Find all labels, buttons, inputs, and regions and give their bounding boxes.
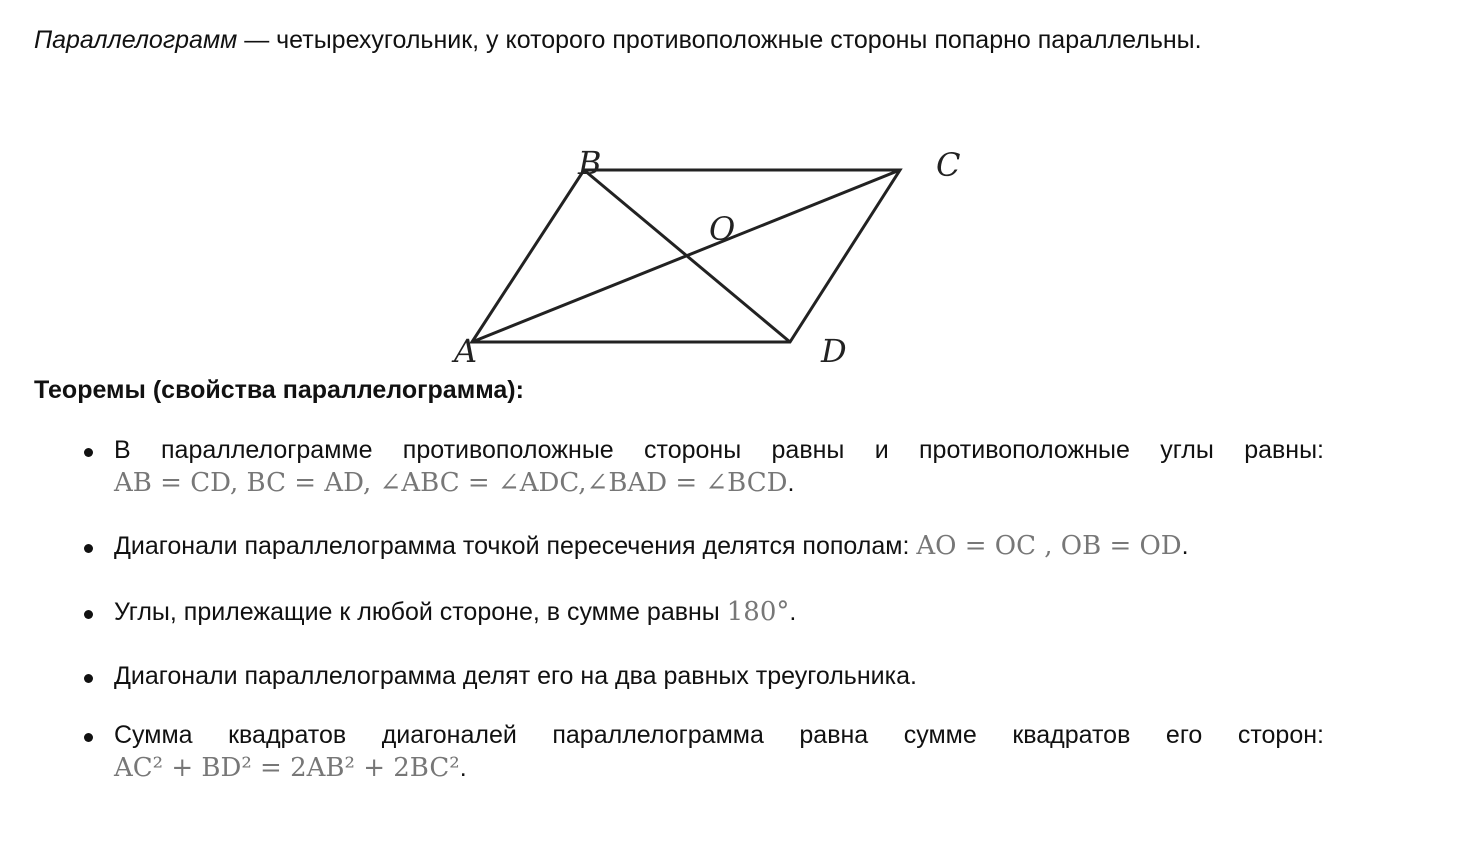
theorem-end: . xyxy=(787,469,795,497)
definition-text: — четырехугольник, у которого противоположные стороны попарно параллельны. xyxy=(237,26,1202,54)
theorems-list xyxy=(34,434,1324,785)
theorem-end: . xyxy=(459,754,467,782)
vertex-label-c: C xyxy=(936,146,961,184)
theorem-formula: 180° xyxy=(726,597,790,627)
bullet-icon xyxy=(84,448,93,457)
theorem-text: Сумма квадратов диагоналей параллелограмма равна сумме квадратов его сторон: xyxy=(114,721,1324,749)
theorem-text: В параллелограмме противоположные стороны равны и противоположные углы равны: xyxy=(114,436,1324,464)
definition-term: Параллелограмм xyxy=(34,26,238,54)
theorem-text: Диагонали параллелограмма делят его на два равных треугольника. xyxy=(114,662,917,690)
parallelogram-diagram xyxy=(414,116,974,376)
vertex-label-d: D xyxy=(821,332,847,370)
vertex-label-o: O xyxy=(709,210,736,248)
theorem-item xyxy=(34,434,1324,500)
theorem-formula: AC² + BD² = 2AB² + 2BC² xyxy=(114,753,460,783)
vertex-label-a: A xyxy=(454,332,478,370)
definition-paragraph xyxy=(34,24,1324,56)
theorem-item xyxy=(34,530,1324,563)
bullet-icon xyxy=(84,610,93,619)
theorem-formula: AB = CD, BC = AD, ∠ABC = ∠ADC,∠BAD = ∠BCD xyxy=(114,468,788,498)
theorem-end: . xyxy=(1181,532,1189,560)
bullet-icon xyxy=(84,544,93,553)
theorem-text: Диагонали параллелограмма точкой пересечения делятся пополам: xyxy=(114,532,917,560)
diagonal-bd xyxy=(584,170,790,342)
theorems-heading: Теоремы (свойства параллелограмма): xyxy=(34,376,524,404)
bullet-icon xyxy=(84,733,93,742)
theorem-item xyxy=(34,596,1324,629)
bullet-icon xyxy=(84,674,93,683)
theorem-item xyxy=(34,719,1324,785)
document-content xyxy=(34,24,1324,783)
parallelogram-figure xyxy=(414,116,974,376)
theorem-end: . xyxy=(789,598,797,626)
theorem-item xyxy=(34,660,1324,693)
vertex-label-b: B xyxy=(578,144,602,182)
theorem-formula: AO = OC , OB = OD xyxy=(916,531,1182,561)
theorem-text: Углы, прилежащие к любой стороне, в сумме равны xyxy=(114,598,727,626)
